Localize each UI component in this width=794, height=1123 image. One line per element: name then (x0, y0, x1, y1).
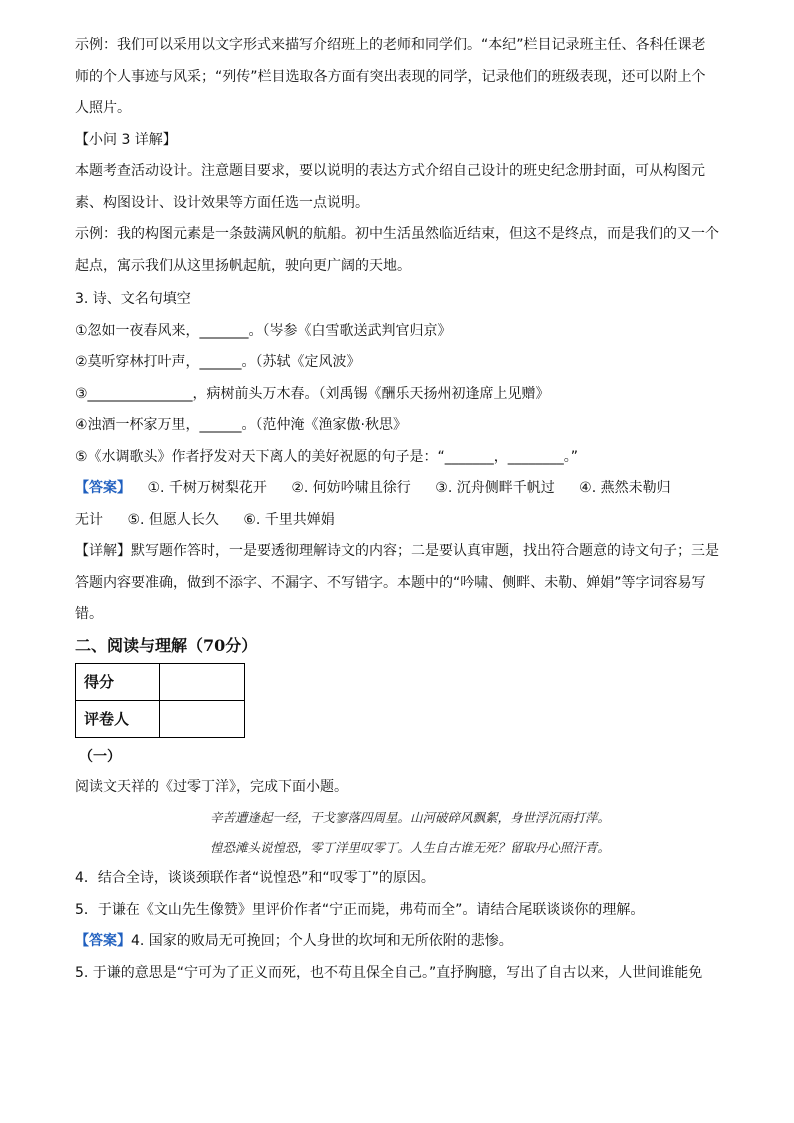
grader-label: 评卷人 (76, 700, 160, 737)
fill-item: ⑤《水调歌头》作者抒发对天下离人的美好祝愿的句子是：“_______，________。” (75, 448, 579, 465)
answer-line (75, 473, 725, 505)
text-line: 5. 于谦的意思是“宁可为了正义而死，也不苟且保全自己。”直抒胸臆，写出了自古以来，人世间谁能免 (75, 964, 703, 981)
answer-option: ⑥. 千里共婵娟 (243, 511, 335, 528)
grader-cell[interactable] (160, 700, 245, 737)
text-line: 师的个人事迹与风采；“列传”栏目选取各方面有突出表现的同学，记录他们的班级表现，还可以附上个 (75, 68, 706, 85)
score-label: 得分 (76, 663, 160, 700)
answer-option: ③. 沉舟侧畔千帆过 (435, 480, 555, 496)
detail-line: 错。 (75, 606, 103, 622)
question-title: 3. 诗、文名句填空 (75, 291, 191, 307)
answer-option: ④. 燕然未勒归 (579, 480, 671, 496)
fill-item: ④浊酒一杯家万里，______。（范仲淹《渔家傲·秋思》 (75, 417, 407, 433)
fill-item: ②莫听穿林打叶声，______。（苏轼《定风波》 (75, 354, 361, 370)
answer-option: ①. 千树万树梨花开 (147, 480, 267, 496)
answer-option: 无计 (75, 511, 103, 528)
document-page (75, 30, 725, 989)
fill-item: ①忽如一夜春风来，_______。（岑参《白雪歌送武判官归京》 (75, 322, 452, 339)
reading-intro: 阅读文天祥的《过零丁洋》，完成下面小题。 (75, 778, 348, 795)
answer-line (75, 505, 725, 537)
text-line: 人照片。 (75, 100, 131, 116)
q3-detail-heading: 【小问 3 详解】 (75, 131, 177, 148)
fill-item: ③_______________，病树前头万木春。（刘禹锡《酬乐天扬州初逢席上见赠》 (75, 385, 550, 402)
question: 5．于谦在《文山先生像赞》里评价作者“宁正而毙，弗苟而全”。请结合尾联谈谈你的理解。 (75, 901, 645, 918)
detail-line: 答题内容要准确，做到不添字、不漏字、不写错字。本题中的“吟啸、侧畔、未勒、婵娟”等字词容易写 (75, 574, 706, 591)
score-table (75, 663, 245, 738)
text-line: 素、构图设计、设计效果等方面任选一点说明。 (75, 194, 369, 211)
answer-tag: 【答案】 (75, 480, 131, 496)
score-cell[interactable] (160, 663, 245, 700)
answer-tag: 【答案】 (75, 933, 131, 949)
answer-option: ⑤. 但愿人长久 (127, 511, 219, 528)
section-title: 二、阅读与理解（70分） (75, 635, 258, 655)
answer-line (75, 926, 725, 958)
text-line: 本题考查活动设计。注意题目要求，要以说明的表达方式介绍自己设计的班史纪念册封面，可从构图元 (75, 163, 705, 179)
text-line: 示例：我的构图元素是一条鼓满风帆的航船。初中生活虽然临近结束，但这不是终点，而是我们的又一个 (75, 226, 719, 242)
text-line: 起点，寓示我们从这里扬帆起航，驶向更广阔的天地。 (75, 257, 411, 274)
detail-line: 【详解】默写题作答时，一是要透彻理解诗文的内容；二是要认真审题，找出符合题意的诗文句子；三是 (75, 543, 719, 559)
question: 4．结合全诗，谈谈颈联作者“说惶恐”和“叹零丁”的原因。 (75, 870, 435, 886)
answer-text: 4. 国家的败局无可挽回；个人身世的坎坷和无所依附的悲惨。 (131, 933, 513, 949)
poem-line: 辛苦遭逢起一经，干戈寥落四周星。山河破碎风飘絮，身世浮沉雨打萍。 (209, 810, 610, 825)
poem-line: 惶恐滩头说惶恐，零丁洋里叹零丁。人生自古谁无死？留取丹心照汗青。 (209, 840, 610, 855)
answer-option: ②. 何妨吟啸且徐行 (291, 480, 411, 496)
subsection-title: （一） (79, 748, 121, 765)
text-line: 示例：我们可以采用以文字形式来描写介绍班上的老师和同学们。“本纪”栏目记录班主任、各科任课老 (75, 37, 706, 53)
